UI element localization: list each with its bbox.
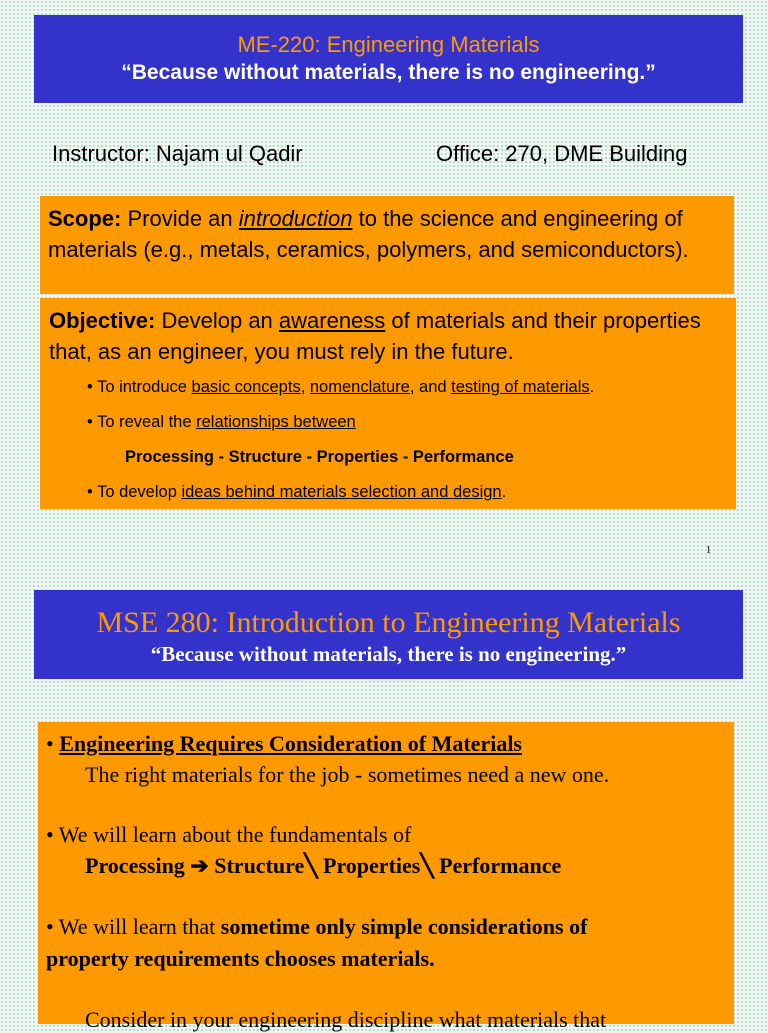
relationships-link: relationships between xyxy=(196,413,356,431)
objective-bullet-3 xyxy=(87,483,506,502)
objective-bullet-1 xyxy=(87,378,594,397)
slide2-point-4: Consider in your engineering discipline what materials that xyxy=(85,1007,607,1032)
scope-box xyxy=(40,196,734,294)
testing-of-materials-link: testing of materials xyxy=(451,378,590,396)
slide1-title-banner xyxy=(34,15,743,103)
instructor-line xyxy=(52,141,732,167)
point-3-bold-1: sometime only simple considerations of xyxy=(220,914,588,939)
scope-post: to the science and engineering of materials (e.g., metals, ceramics, polymers, and semiconductors). xyxy=(48,206,689,262)
nomenclature-link: nomenclature xyxy=(309,378,410,396)
objective-box xyxy=(40,298,736,509)
basic-concepts-link: basic concepts xyxy=(191,378,301,396)
slide2-point-3-line-1 xyxy=(46,914,587,940)
pspp-line: Processing - Structure - Properties - Performance xyxy=(125,448,514,466)
slide2-tagline: “Because without materials, there is no engineering.” xyxy=(150,642,627,666)
bullet-1-sep-1: , xyxy=(300,378,310,396)
objective-awareness-link: awareness xyxy=(278,308,386,333)
slide2-point-2-line-1: • We will learn about the fundamentals of xyxy=(46,822,412,847)
slide1-tagline: “Because without materials, there is no engineering.” xyxy=(121,61,656,84)
objective-bullet-2 xyxy=(87,413,356,432)
slide2-point-1-body: The right materials for the job - sometimes need a new one. xyxy=(85,762,610,787)
slide2-pspp-line: Processing ➔ Structure╲ Properties╲ Performance xyxy=(85,853,562,878)
materials-selection-link: ideas behind materials selection and design xyxy=(181,483,502,501)
slide2-course-title: MSE 280: Introduction to Engineering Materials xyxy=(96,606,681,639)
bullet-3-end: . xyxy=(501,483,507,501)
slide1-course-title: ME-220: Engineering Materials xyxy=(237,32,540,57)
slide2-content-box xyxy=(38,722,734,1032)
scope-pre: Provide an xyxy=(121,206,239,231)
point-1-head: Engineering Requires Consideration of Materials xyxy=(59,731,522,756)
bullet-2-pre: • To reveal the xyxy=(87,413,197,431)
scope-introduction-link: introduction xyxy=(238,206,353,231)
page-number: 1 xyxy=(706,545,711,556)
scope-paragraph xyxy=(48,203,726,265)
bullet-1-end: . xyxy=(589,378,595,396)
office-text: Office: 270, DME Building xyxy=(436,141,688,166)
slide2-title-banner xyxy=(34,590,743,679)
bullet-1-sep-2: , and xyxy=(409,378,452,396)
scope-label: Scope: xyxy=(48,206,122,231)
objective-pre: Develop an xyxy=(155,308,279,333)
objective-label: Objective: xyxy=(49,308,156,333)
bullet-3-pre: • To develop xyxy=(87,483,182,501)
objective-post: of materials and their properties that, as an engineer, you must rely in the future. xyxy=(49,308,701,364)
point-1-bullet: • xyxy=(46,731,60,756)
instructor-text: Instructor: Najam ul Qadir xyxy=(52,141,303,166)
slide2-point-3-line-2: property requirements chooses materials. xyxy=(46,946,435,971)
slide2-point-1-heading xyxy=(46,731,522,757)
objective-paragraph xyxy=(49,305,727,367)
point-3-pre: • We will learn that xyxy=(46,914,221,939)
bullet-1-pre: • To introduce xyxy=(87,378,192,396)
